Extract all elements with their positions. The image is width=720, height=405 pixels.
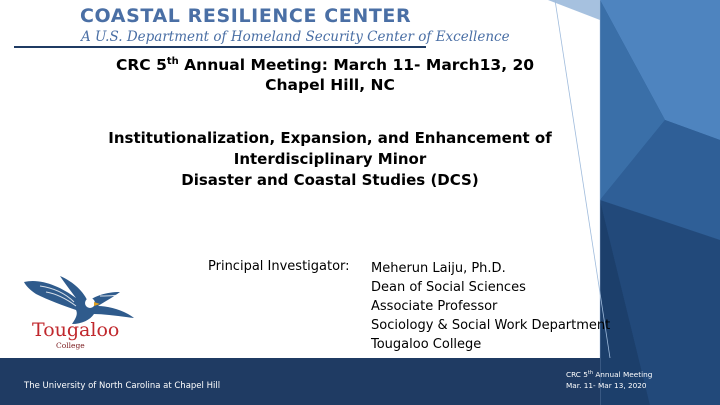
project-title: [0, 128, 660, 191]
project-title-line-2: Interdisciplinary Minor: [233, 150, 427, 168]
project-title-line-1: Institutionalization, Expansion, and Enhancement of: [108, 129, 552, 147]
footer-meeting-rest: Annual Meeting: [593, 370, 653, 379]
org-subtitle: A U.S. Department of Homeland Security Center of Excellence: [81, 29, 510, 45]
meeting-title-rest: Annual Meeting: March 11- March13, 20: [178, 56, 535, 74]
investigator-institution: Tougaloo College: [371, 337, 482, 352]
meeting-title: [116, 56, 534, 74]
footer-university: The University of North Carolina at Chapel Hill: [24, 381, 221, 391]
footer-meeting-sup: th: [587, 370, 593, 376]
footer-meeting-line-1: [566, 368, 652, 380]
investigator-name: Meherun Laiju, Ph.D.: [371, 261, 506, 276]
header-divider: [14, 46, 426, 48]
investigator-label: Principal Investigator:: [208, 259, 350, 274]
meeting-title-sup: th: [166, 56, 179, 67]
footer-meeting-prefix: CRC 5: [566, 370, 588, 379]
investigator-department: Sociology & Social Work Department: [371, 318, 611, 333]
investigator-title-1: Dean of Social Sciences: [371, 280, 526, 295]
footer-meeting-info: [566, 368, 652, 391]
project-title-line-3: Disaster and Coastal Studies (DCS): [181, 171, 479, 189]
org-name: COASTAL RESILIENCE CENTER: [80, 5, 412, 27]
tougaloo-college-label: College: [56, 341, 85, 350]
meeting-location: Chapel Hill, NC: [265, 76, 395, 94]
tougaloo-wordmark: Tougaloo: [32, 319, 120, 341]
investigator-details: [371, 259, 610, 354]
meeting-title-prefix: CRC 5: [116, 56, 167, 74]
investigator-title-2: Associate Professor: [371, 299, 498, 314]
footer-meeting-dates: Mar. 11- Mar 13, 2020: [566, 381, 647, 390]
